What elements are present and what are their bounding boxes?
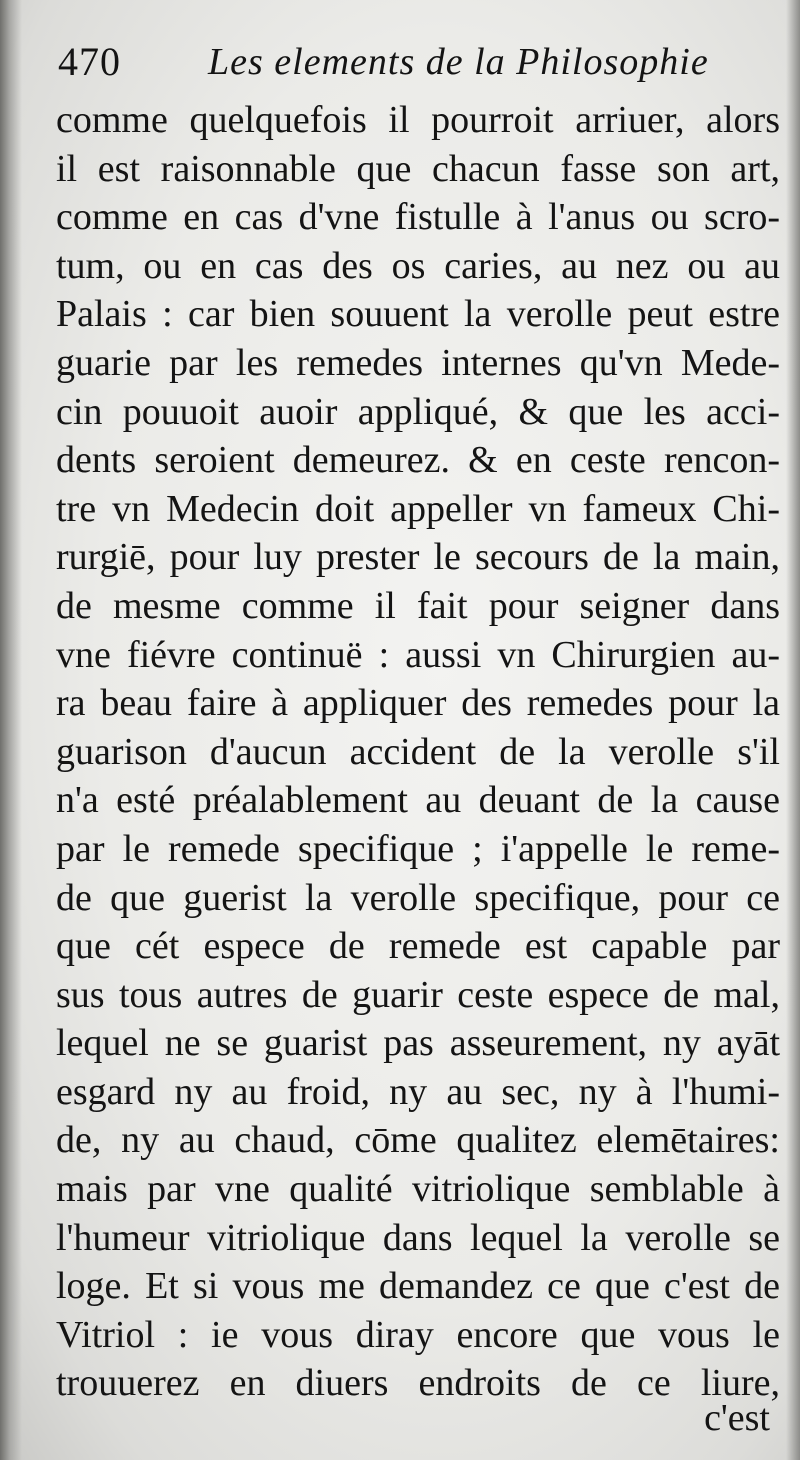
text-line: de mesme comme il fait pour seigner dans bbox=[56, 584, 780, 627]
text-line: vne fiévre continuë : aussi vn Chirurgien au- bbox=[56, 633, 780, 676]
text-line: dents seroient demeurez. & en ceste rencon- bbox=[56, 439, 780, 482]
text-line: il est raisonnable que chacun fasse son art, bbox=[56, 147, 780, 190]
text-line: l'humeur vitriolique dans lequel la verolle se bbox=[56, 1216, 780, 1259]
text-line: tre vn Medecin doit appeller vn fameux Chi- bbox=[56, 487, 780, 530]
text-line: tum, ou en cas des os caries, au nez ou au bbox=[56, 244, 780, 287]
text-line: loge. Et si vous me demandez ce que c'est de bbox=[56, 1265, 780, 1308]
text-line: comme quelquefois il pourroit arriuer, alors bbox=[56, 99, 780, 141]
body-text bbox=[56, 96, 780, 1408]
text-line: ra beau faire à appliquer des remedes pour la bbox=[56, 682, 780, 725]
text-line: lequel ne se guarist pas asseurement, ny ayāt bbox=[56, 1022, 780, 1065]
text-line: Vitriol : ie vous diray encore que vous le bbox=[56, 1313, 780, 1356]
text-line: de, ny au chaud, cōme qualitez elemētaires: bbox=[56, 1119, 780, 1162]
text-line: cin pouuoit auoir appliqué, & que les acci- bbox=[56, 390, 780, 433]
text-line: guarie par les remedes internes qu'vn Mede- bbox=[56, 341, 780, 384]
text-line: par le remede specifique ; i'appelle le reme- bbox=[56, 827, 780, 870]
text-line: comme en cas d'vne fistulle à l'anus ou scro- bbox=[56, 196, 780, 239]
text-line: guarison d'aucun accident de la verolle s'il bbox=[56, 730, 780, 773]
running-title: Les elements de la Philosophie bbox=[208, 41, 709, 83]
text-line: Palais : car bien souuent la verolle peut estre bbox=[56, 293, 780, 336]
text-line: esgard ny au froid, ny au sec, ny à l'humi- bbox=[56, 1070, 780, 1113]
page-header bbox=[58, 28, 758, 88]
text-line: sus tous autres de guarir ceste espece de mal, bbox=[56, 973, 780, 1016]
page-number: 470 bbox=[58, 39, 121, 84]
text-line: n'a esté préalablement au deuant de la cause bbox=[56, 779, 780, 822]
page-gutter-shadow bbox=[0, 0, 22, 1460]
text-line: rurgiē, pour luy prester le secours de la main, bbox=[56, 536, 780, 579]
text-line: que cét espece de remede est capable par bbox=[56, 925, 780, 968]
page-edge-shadow bbox=[786, 0, 800, 1460]
text-line: mais par vne qualité vitriolique semblable à bbox=[56, 1168, 780, 1211]
text-line: trouuerez en diuers endroits de ce liure, bbox=[56, 1362, 780, 1405]
text-line: de que guerist la verolle specifique, pour ce bbox=[56, 876, 780, 919]
catchword: c'est bbox=[704, 1397, 770, 1439]
